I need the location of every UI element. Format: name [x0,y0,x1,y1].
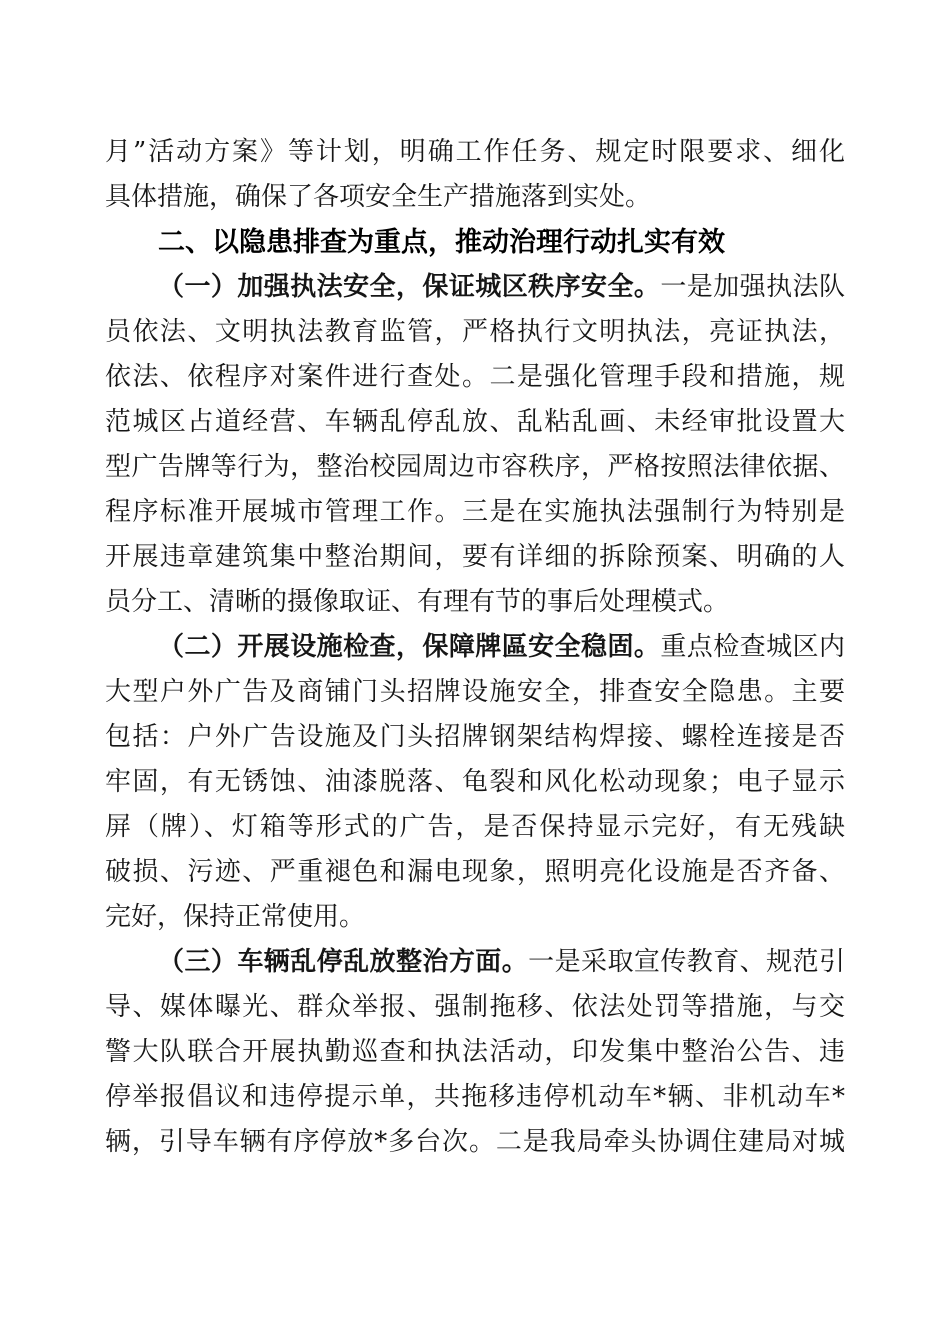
subsection-lead: （二）开展设施检查，保障牌區安全稳固。 [158,632,661,662]
text-line: 员分工、清晰的摄像取证、有理有节的事后处理模式。 [105,587,730,617]
text-line: 导、媒体曝光、群众举报、强制拖移、依法处罚等措施，与交 [105,992,845,1022]
text-line: 包括：户外广告设施及门头招牌钢架结构焊接、螺栓连接是否 [105,722,845,752]
subsection-lead: （一）加强执法安全，保证城区秩序安全。 [158,272,661,302]
text-line [105,940,845,985]
text-line: 辆，引导车辆有序停放*多台次。二是我局牵头协调住建局对城 [105,1127,845,1157]
text-line: 屏（牌）、灯箱等形式的广告，是否保持显示完好，有无残缺 [105,812,845,842]
text-line: 程序标准开展城市管理工作。三是在实施执法强制行为特别是 [105,497,845,527]
text-line: 型广告牌等行为，整治校园周边市容秩序，严格按照法律依据、 [105,452,845,482]
text-line: 员依法、文明执法教育监管，严格执行文明执法，亮证执法， [105,317,845,347]
text-line [105,265,845,310]
text-run: 重点检查城区内 [660,632,845,662]
text-line: 警大队联合开展执勤巡查和执法活动，印发集中整治公告、违 [105,1037,845,1067]
text-run: 一是加强执法队 [660,272,845,302]
text-line [105,625,845,670]
text-line: 完好，保持正常使用。 [105,902,366,932]
text-run: 一是采取宣传教育、规范引 [528,947,845,977]
text-line: 牢固，有无锈蚀、油漆脱落、龟裂和风化松动现象；电子显示 [105,767,845,797]
text-line: 大型户外广告及商铺门头招牌设施安全，排查安全隐患。主要 [105,677,845,707]
text-line: 开展违章建筑集中整治期间，要有详细的拆除预案、明确的人 [105,542,845,572]
text-line: 停举报倡议和违停提示单，共拖移违停机动车*辆、非机动车* [105,1082,845,1112]
text-column [105,130,845,1165]
text-line: 月”活动方案》等计划，明确工作任务、规定时限要求、细化 [105,137,845,167]
subsection-lead: （三）车辆乱停乱放整治方面。 [158,947,529,977]
text-line: 具体措施，确保了各项安全生产措施落到实处。 [105,182,652,212]
text-line: 破损、污迹、严重褪色和漏电现象，照明亮化设施是否齐备、 [105,857,845,887]
text-line: 范城区占道经营、车辆乱停乱放、乱粘乱画、未经审批设置大 [105,407,845,437]
text-line: 依法、依程序对案件进行查处。二是强化管理手段和措施，规 [105,362,845,392]
section-heading: 二、以隐患排查为重点，推动治理行动扎实有效 [158,227,725,258]
